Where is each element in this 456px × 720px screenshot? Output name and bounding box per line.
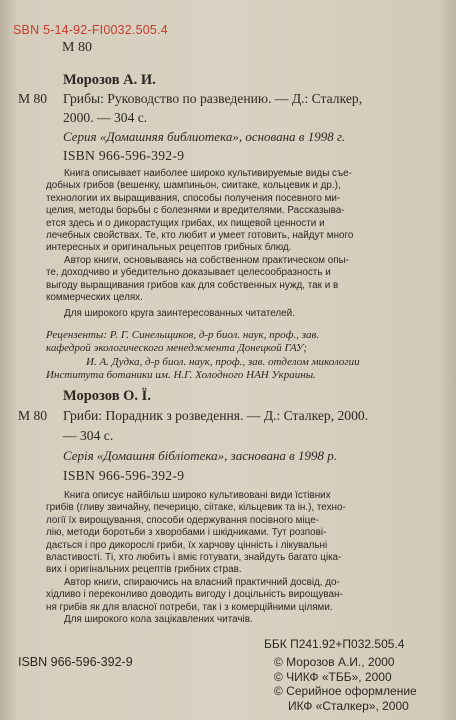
ru-abstract-line: Для широкого круга заинтересованных читателей. [64, 308, 295, 320]
ru-abstract-line: Автор книги, основываясь на собственном практическом опы- [64, 254, 350, 266]
ru-abstract-line: технологии их выращивания, способы получения посевного ми- [46, 192, 341, 204]
ua-abstract-line: грибів (гливу звичайну, печерицю, сіітаке, кільцевик та ін.), техно- [46, 502, 346, 514]
ua-abstract-line: Для широкого кола зацікавлених читачів. [64, 614, 253, 626]
ru-abstract-line: коммерческих целях. [46, 292, 143, 304]
copyright-line: © Морозов А.И., 2000 [274, 655, 395, 669]
ru-abstract-line: ется здесь и о дикорастущих грибах, их пищевой ценности и [46, 217, 325, 229]
ua-abstract-line: вих і оригінальних рецептів грибних страв. [46, 564, 242, 576]
copyright-block [274, 655, 417, 713]
reviewer-line: кафедрой экологического менеджмента Донецкой ГАУ; [46, 342, 308, 355]
ru-abstract [46, 168, 353, 321]
ua-abstract-line: дається і про дикорослі гриби, їх харчову цінність і лікувальні [46, 539, 328, 551]
ua-abstract-line: логії їх вирощування, способи одержування посівного міце- [46, 514, 319, 526]
ru-series: Серия «Домашняя библиотека», основана в 1998 г. [63, 129, 346, 144]
copyright-line: © Серийное оформление [274, 684, 417, 698]
top-code: М 80 [62, 40, 92, 55]
ua-series: Серія «Домашня бібліотека», заснована в 1998 р. [63, 448, 338, 463]
ua-index: М 80 [18, 408, 48, 423]
ua-isbn: ISBN 966-596-392-9 [63, 468, 185, 483]
ua-abstract-line: властивості. Ті, хто любить і вміє готувати, знайдуть багато цікa- [46, 552, 342, 564]
footer-isbn: ISBN 966-596-392-9 [18, 655, 133, 669]
ru-index: М 80 [18, 91, 48, 106]
reviewer-line: Института ботаники им. Н.Г. Холодного НАН Украины. [46, 369, 316, 382]
ru-title-line1: Грибы: Руководство по разведению. — Д.: Сталкер, [63, 91, 363, 106]
ru-abstract-line: целия, методы борьбы с болезнями и вредителями. Рассказыва- [46, 205, 345, 217]
ru-abstract-line: выгоду выращивания грибов как для собственных нужд, так и в [46, 279, 339, 291]
ru-isbn: ISBN 966-596-392-9 [63, 148, 185, 163]
ua-abstract-line: Книга описує найбільш широко культивовані види їстівних [64, 490, 331, 501]
ru-title-line2: 2000. — 304 с. [63, 110, 148, 125]
ua-title-line2: — 304 с. [63, 428, 114, 443]
watermark: SBN 5-14-92-FI0032.505.4 [13, 23, 168, 37]
ru-abstract-line: лечебных свойствах. Те, кто любит и умеет готовить, найдут много [46, 230, 354, 242]
copyright-line: ИКФ «Сталкер», 2000 [288, 698, 409, 713]
ua-abstract-line: лію, методи боротьби з хворобами і шкідниками. Тут розпові- [46, 527, 327, 539]
ru-author: Морозов А. И. [63, 72, 156, 88]
copyright-line: © ЧИКФ «ТББ», 2000 [274, 669, 392, 684]
ru-abstract-line: те, доходчиво и убедительно доказывает целесообразность и [46, 267, 331, 279]
reviewer-line: И. А. Дудка, д-р биол. наук, проф., зав. отделом микологии [86, 355, 360, 368]
ua-abstract-line: Автор книги, спираючись на власний практичний досвід, до- [64, 576, 340, 588]
ru-abstract-line: добных грибов (вешенку, шампиньон, сиитаке, кольцевик и др.), [46, 180, 341, 192]
ru-reviewers [46, 329, 360, 383]
ua-abstract-line: ня грибів як для власної потреби, так і з комерційними цілями. [46, 601, 333, 613]
ru-abstract-line: Книга описывает наиболее широко культивируемые виды съе- [64, 168, 352, 179]
reviewer-line: Рецензенты: Р. Г. Синельщиков, д-р биол. наук, проф., зав. [46, 329, 320, 341]
footer-bbk: ББК П241.92+П032.505.4 [264, 637, 405, 651]
ua-title-line1: Гриби: Порадник з розведення. — Д.: Сталкер, 2000. [63, 408, 369, 423]
ru-abstract-line: интересных и оригинальных рецептов грибных блюд. [46, 242, 292, 254]
ua-abstract [46, 490, 346, 626]
ua-author: Морозов О. Ї. [63, 388, 151, 404]
ua-abstract-line: хідливо і переконливо доводить вигоду і доцільність вирощуван- [46, 589, 343, 601]
